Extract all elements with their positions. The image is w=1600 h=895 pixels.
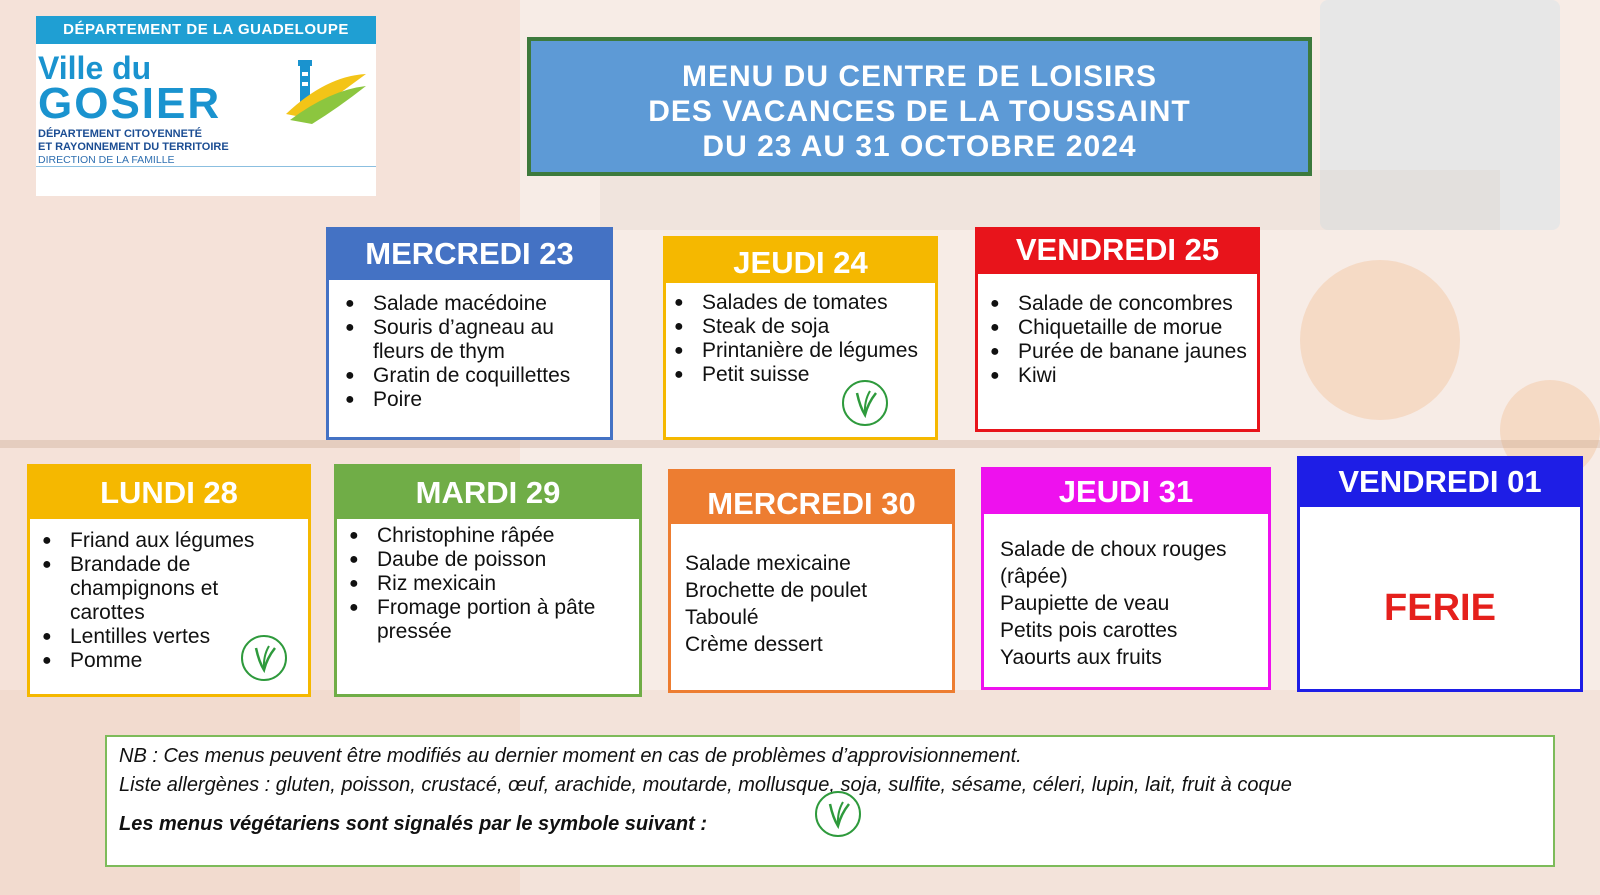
title-line-3: DU 23 AU 31 OCTOBRE 2024 <box>702 130 1137 163</box>
dish-item: Taboulé <box>685 606 759 629</box>
dish-item: ● Purée de banane jaunes <box>988 340 1258 364</box>
dish-item: ● Souris d’agneau au fleurs de thym <box>343 316 608 364</box>
dish-item: ● Riz mexicain <box>347 572 637 596</box>
dish-item: ● Brandade de champignons et carottes <box>40 553 290 625</box>
title-line-2: DES VACANCES DE LA TOUSSAINT <box>648 95 1191 128</box>
dish-list <box>685 550 867 658</box>
dish-item: Salade mexicaine <box>685 552 851 575</box>
dish-item: ● Fromage portion à pâte pressée <box>347 596 637 644</box>
dish-item: ● Chiquetaille de morue <box>988 316 1258 340</box>
dish-list <box>343 292 608 412</box>
dish-item: ● Printanière de légumes <box>672 339 940 363</box>
ville-du-gosier-logo <box>36 16 376 196</box>
dish-item: (râpée) <box>1000 565 1068 588</box>
logo-ville: Ville du <box>38 50 152 86</box>
holiday-label: FERIE <box>1384 587 1496 629</box>
day-card-jeudi-24 <box>663 236 938 440</box>
note-line-1: NB : Ces menus peuvent être modifiés au dernier moment en cas de problèmes d’approvisionnement. <box>119 745 1022 767</box>
notes-box <box>105 735 1555 867</box>
logo-divider <box>36 166 376 167</box>
dish-list <box>1000 536 1227 671</box>
day-header: MARDI 29 <box>337 467 639 519</box>
vegetarian-leaf-icon <box>241 635 287 681</box>
allergens-line: Liste allergènes : gluten, poisson, crustacé, œuf, arachide, moutarde, mollusque, soja, sulfite, sésame, céleri, lupin, lait, fruit à coque <box>119 774 1292 796</box>
logo-department: DÉPARTEMENT DE LA GUADELOUPE <box>36 16 376 44</box>
dish-item: ● Christophine râpée <box>347 524 637 548</box>
dish-item: Petits pois carottes <box>1000 619 1178 642</box>
vegetarian-leaf-icon <box>815 791 861 837</box>
logo-name: GOSIER <box>38 79 222 128</box>
dish-item: ● Lentilles vertes <box>40 625 290 649</box>
day-card-vendredi-01 <box>1297 456 1583 692</box>
dish-item: Crème dessert <box>685 633 823 656</box>
dish-item: ● Petit suisse <box>672 363 940 387</box>
dish-item: Brochette de poulet <box>685 579 868 602</box>
dish-item: Paupiette de veau <box>1000 592 1170 615</box>
vegetarian-legend: Les menus végétariens sont signalés par le symbole suivant : <box>119 813 707 835</box>
day-card-mercredi-23 <box>326 227 613 440</box>
day-header: VENDREDI 01 <box>1300 459 1580 507</box>
dish-item: ● Salades de tomates <box>672 291 940 315</box>
dish-item: ● Salade macédoine <box>343 292 608 316</box>
day-header: LUNDI 28 <box>30 467 308 519</box>
day-header: MERCREDI 30 <box>671 472 952 524</box>
vegetarian-leaf-icon <box>842 380 888 426</box>
logo-subtitle-3: DIRECTION DE LA FAMILLE <box>38 154 175 166</box>
dish-item: ● Steak de soja <box>672 315 940 339</box>
day-header: JEUDI 24 <box>666 239 935 283</box>
day-card-mercredi-30 <box>668 469 955 693</box>
day-card-mardi-29 <box>334 464 642 697</box>
dish-item: ● Friand aux légumes <box>40 529 290 553</box>
day-card-lundi-28 <box>27 464 311 697</box>
dish-item: ● Gratin de coquillettes <box>343 364 608 388</box>
dish-list <box>988 292 1258 388</box>
day-header: VENDREDI 25 <box>978 230 1257 274</box>
day-card-jeudi-31 <box>981 467 1271 690</box>
day-header: MERCREDI 23 <box>329 230 610 280</box>
dish-item: Salade de choux rouges <box>1000 538 1227 561</box>
dish-item: ● Poire <box>343 388 608 412</box>
logo-subtitle-2: ET RAYONNEMENT DU TERRITOIRE <box>38 141 229 153</box>
dish-item: ● Salade de concombres <box>988 292 1258 316</box>
logo-subtitle-1: DÉPARTEMENT CITOYENNETÉ <box>38 128 202 140</box>
dish-item: ● Pomme <box>40 649 290 673</box>
day-card-vendredi-25 <box>975 227 1260 432</box>
dish-list <box>672 291 940 387</box>
menu-title-box <box>527 37 1312 176</box>
dish-item: ● Kiwi <box>988 364 1258 388</box>
title-line-1: MENU DU CENTRE DE LOISIRS <box>681 60 1158 93</box>
dish-item: Yaourts aux fruits <box>1000 646 1162 669</box>
dish-item: ● Daube de poisson <box>347 548 637 572</box>
dish-list <box>347 524 637 644</box>
day-header: JEUDI 31 <box>984 470 1268 514</box>
lighthouse-icon <box>286 56 366 126</box>
